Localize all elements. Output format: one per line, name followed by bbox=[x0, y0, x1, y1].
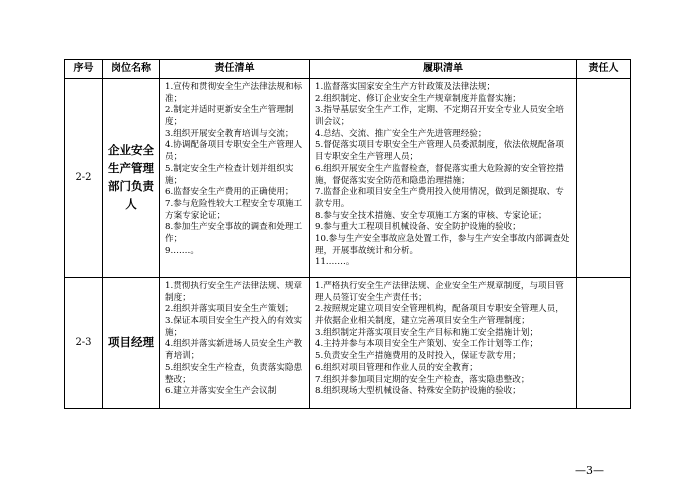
row-position: 企业安全生产管理部门负责人 bbox=[103, 79, 160, 278]
list-item: 8.参与安全技术措施、安全专项施工方案的审核、专家论证； bbox=[315, 210, 547, 221]
list-item: 4.组织并落实新进场人员安全生产教育培训； bbox=[165, 339, 303, 362]
list-item: 9.参与重大工程项目机械设备、安全防护设施的验收； bbox=[315, 222, 521, 233]
list-item: 7.监督企业和项目安全生产费用投入使用情况，做到足额提取、专款专用。 bbox=[315, 187, 564, 209]
list-item: 3.指导基层安全生产工作，定期、不定期召开安全专业人员安全培训会议； bbox=[315, 105, 564, 128]
responsibility-table bbox=[64, 59, 631, 409]
duty-list bbox=[310, 79, 577, 278]
list-item: 9.……。 bbox=[165, 245, 199, 256]
header-position: 岗位名称 bbox=[103, 60, 160, 79]
list-item: 10.参与生产安全事故应急处置工作，参与生产安全事故内部调查处理，开展事故统计和分析。 bbox=[315, 233, 570, 256]
list-item: 5.督促落实项目专职安全生产管理人员委派制度，依法依规配备项目专职安全生产管理人员； bbox=[315, 140, 564, 163]
list-item: 6.组织开展安全生产监督检查，督促落实重大危险源的安全管控措施，督促落实安全防范和隐患治理措施； bbox=[315, 163, 564, 186]
header-person: 责任人 bbox=[577, 60, 631, 79]
header-seq: 序号 bbox=[65, 60, 103, 79]
table-row bbox=[65, 278, 631, 409]
header-responsibilities: 责任清单 bbox=[160, 60, 310, 79]
row-seq: 2-3 bbox=[65, 278, 103, 409]
row-position: 项目经理 bbox=[103, 278, 160, 409]
list-item: 2.按照规定建立项目安全管理机构，配备项目专职安全管理人员，并依据企业相关制度，建立完善项目安全生产管理制度； bbox=[315, 304, 564, 327]
list-item: 6.组织对项目管理和作业人员的安全教育； bbox=[315, 362, 478, 373]
list-item: 7.组织并参加项目定期的安全生产检查，落实隐患整改； bbox=[315, 374, 530, 385]
list-item: 6.监督安全生产费用的正确使用； bbox=[165, 187, 294, 198]
duty-list bbox=[310, 278, 577, 409]
row-person bbox=[577, 79, 631, 278]
list-item: 3.保证本项目安全生产投入的有效实施； bbox=[165, 316, 303, 338]
header-duties: 履职清单 bbox=[310, 60, 577, 79]
list-item: 3.组织开展安全教育培训与交流； bbox=[165, 128, 294, 139]
table-header-row bbox=[65, 60, 631, 79]
list-item: 8.参加生产安全事故的调查和处理工作； bbox=[165, 222, 303, 244]
list-item: 4.协调配备项目专职安全生产管理人员； bbox=[165, 140, 303, 163]
list-item: 2.组织制定、修订企业安全生产规章制度并监督实施； bbox=[315, 93, 521, 104]
list-item: 6.建立并落实安全生产会议制 bbox=[165, 386, 277, 397]
list-item: 1.监督落实国家安全生产方针政策及法律法规； bbox=[315, 82, 496, 92]
list-item: 5.组织安全生产检查，负责落实隐患整改； bbox=[165, 362, 303, 385]
responsibility-list bbox=[160, 79, 310, 278]
list-item: 4.总结、交流、推广安全生产先进管理经验； bbox=[315, 128, 487, 139]
list-item: 7.参与危险性较大工程安全专项施工方案专家论证； bbox=[165, 198, 303, 221]
list-item: 1.贯彻执行安全生产法律法规、规章制度； bbox=[165, 281, 303, 303]
row-person bbox=[577, 278, 631, 409]
responsibility-list bbox=[160, 278, 310, 409]
list-item: 2.组织并落实项目安全生产策划； bbox=[165, 304, 294, 315]
row-seq: 2-2 bbox=[65, 79, 103, 278]
list-item: 4.主持并参与本项目安全生产策划、安全工作计划等工作； bbox=[315, 339, 539, 350]
list-item: 5.制定安全生产检查计划并组织实施； bbox=[165, 163, 294, 186]
list-item: 2.制定并适时更新安全生产管理制度； bbox=[165, 105, 294, 128]
list-item: 1.严格执行安全生产法律法规、企业安全生产规章制度，与项目管理人员签订安全生产责任书； bbox=[315, 281, 564, 303]
list-item: 3.组织制定并落实项目安全生产目标和施工安全措施计划； bbox=[315, 327, 539, 338]
list-item: 8.组织现场大型机械设备、特殊安全防护设施的验收； bbox=[315, 386, 521, 397]
list-item: 1.宣传和贯彻安全生产法律法规和标准； bbox=[165, 82, 303, 104]
table-row bbox=[65, 79, 631, 278]
list-item: 5.负责安全生产措施费用的及时投入，保证专款专用； bbox=[315, 351, 521, 362]
page-number: —3— bbox=[575, 464, 604, 477]
list-item: 11.……。 bbox=[315, 257, 355, 268]
